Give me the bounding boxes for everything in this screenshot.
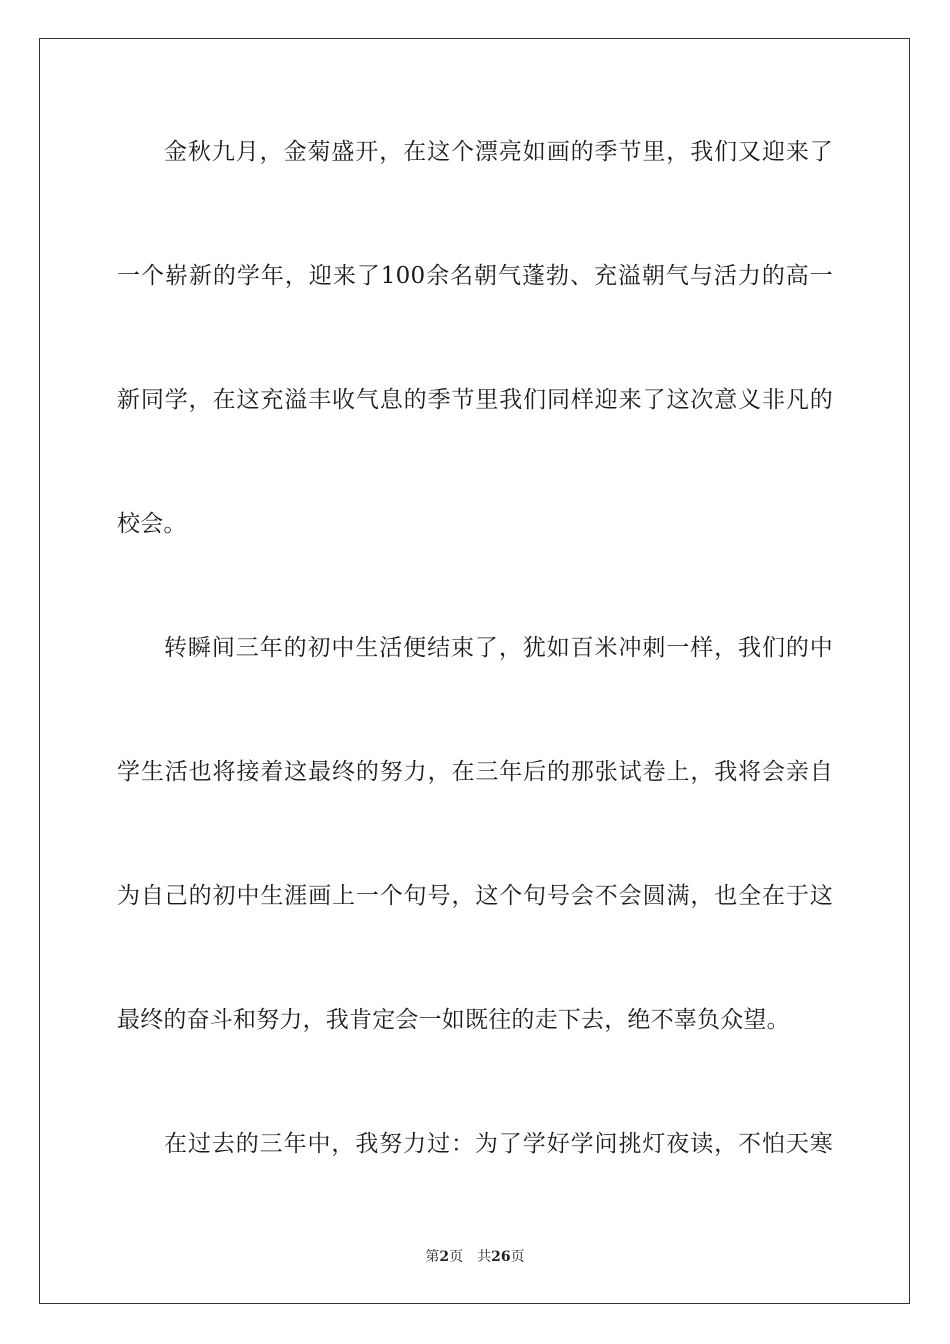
current-page-number: 2 bbox=[439, 1249, 450, 1265]
paragraph-3-line-1: 在过去的三年中，我努力过：为了学好学问挑灯夜读，不怕天寒 bbox=[164, 1131, 833, 1157]
total-suffix: 页 bbox=[510, 1249, 525, 1265]
page-suffix: 页 bbox=[449, 1249, 464, 1265]
paragraph-1-line-4: 校会。 bbox=[117, 511, 187, 537]
paragraph-2-line-4: 最终的奋斗和努力，我肯定会一如既往的走下去，绝不辜负众望。 bbox=[117, 1007, 790, 1033]
page-border bbox=[39, 38, 910, 1304]
paragraph-1-line-3: 新同学，在这充溢丰收气息的季节里我们同样迎来了这次意义非凡的 bbox=[117, 387, 833, 413]
total-page-count: 26 bbox=[491, 1249, 511, 1265]
paragraph-2-line-2: 学生活也将接着这最终的努力，在三年后的那张试卷上，我将会亲自 bbox=[117, 759, 833, 785]
page-prefix: 第 bbox=[425, 1249, 440, 1265]
paragraph-1-line-2: 一个崭新的学年，迎来了100余名朝气蓬勃、充溢朝气与活力的高一 bbox=[117, 263, 833, 289]
page-footer bbox=[0, 1247, 950, 1267]
paragraph-2-line-1: 转瞬间三年的初中生活便结束了，犹如百米冲刺一样，我们的中 bbox=[164, 635, 833, 661]
paragraph-1-line-1: 金秋九月，金菊盛开，在这个漂亮如画的季节里，我们又迎来了 bbox=[164, 139, 833, 165]
total-prefix: 共 bbox=[477, 1249, 492, 1265]
paragraph-2-line-3: 为自己的初中生涯画上一个句号，这个句号会不会圆满，也全在于这 bbox=[117, 883, 833, 909]
